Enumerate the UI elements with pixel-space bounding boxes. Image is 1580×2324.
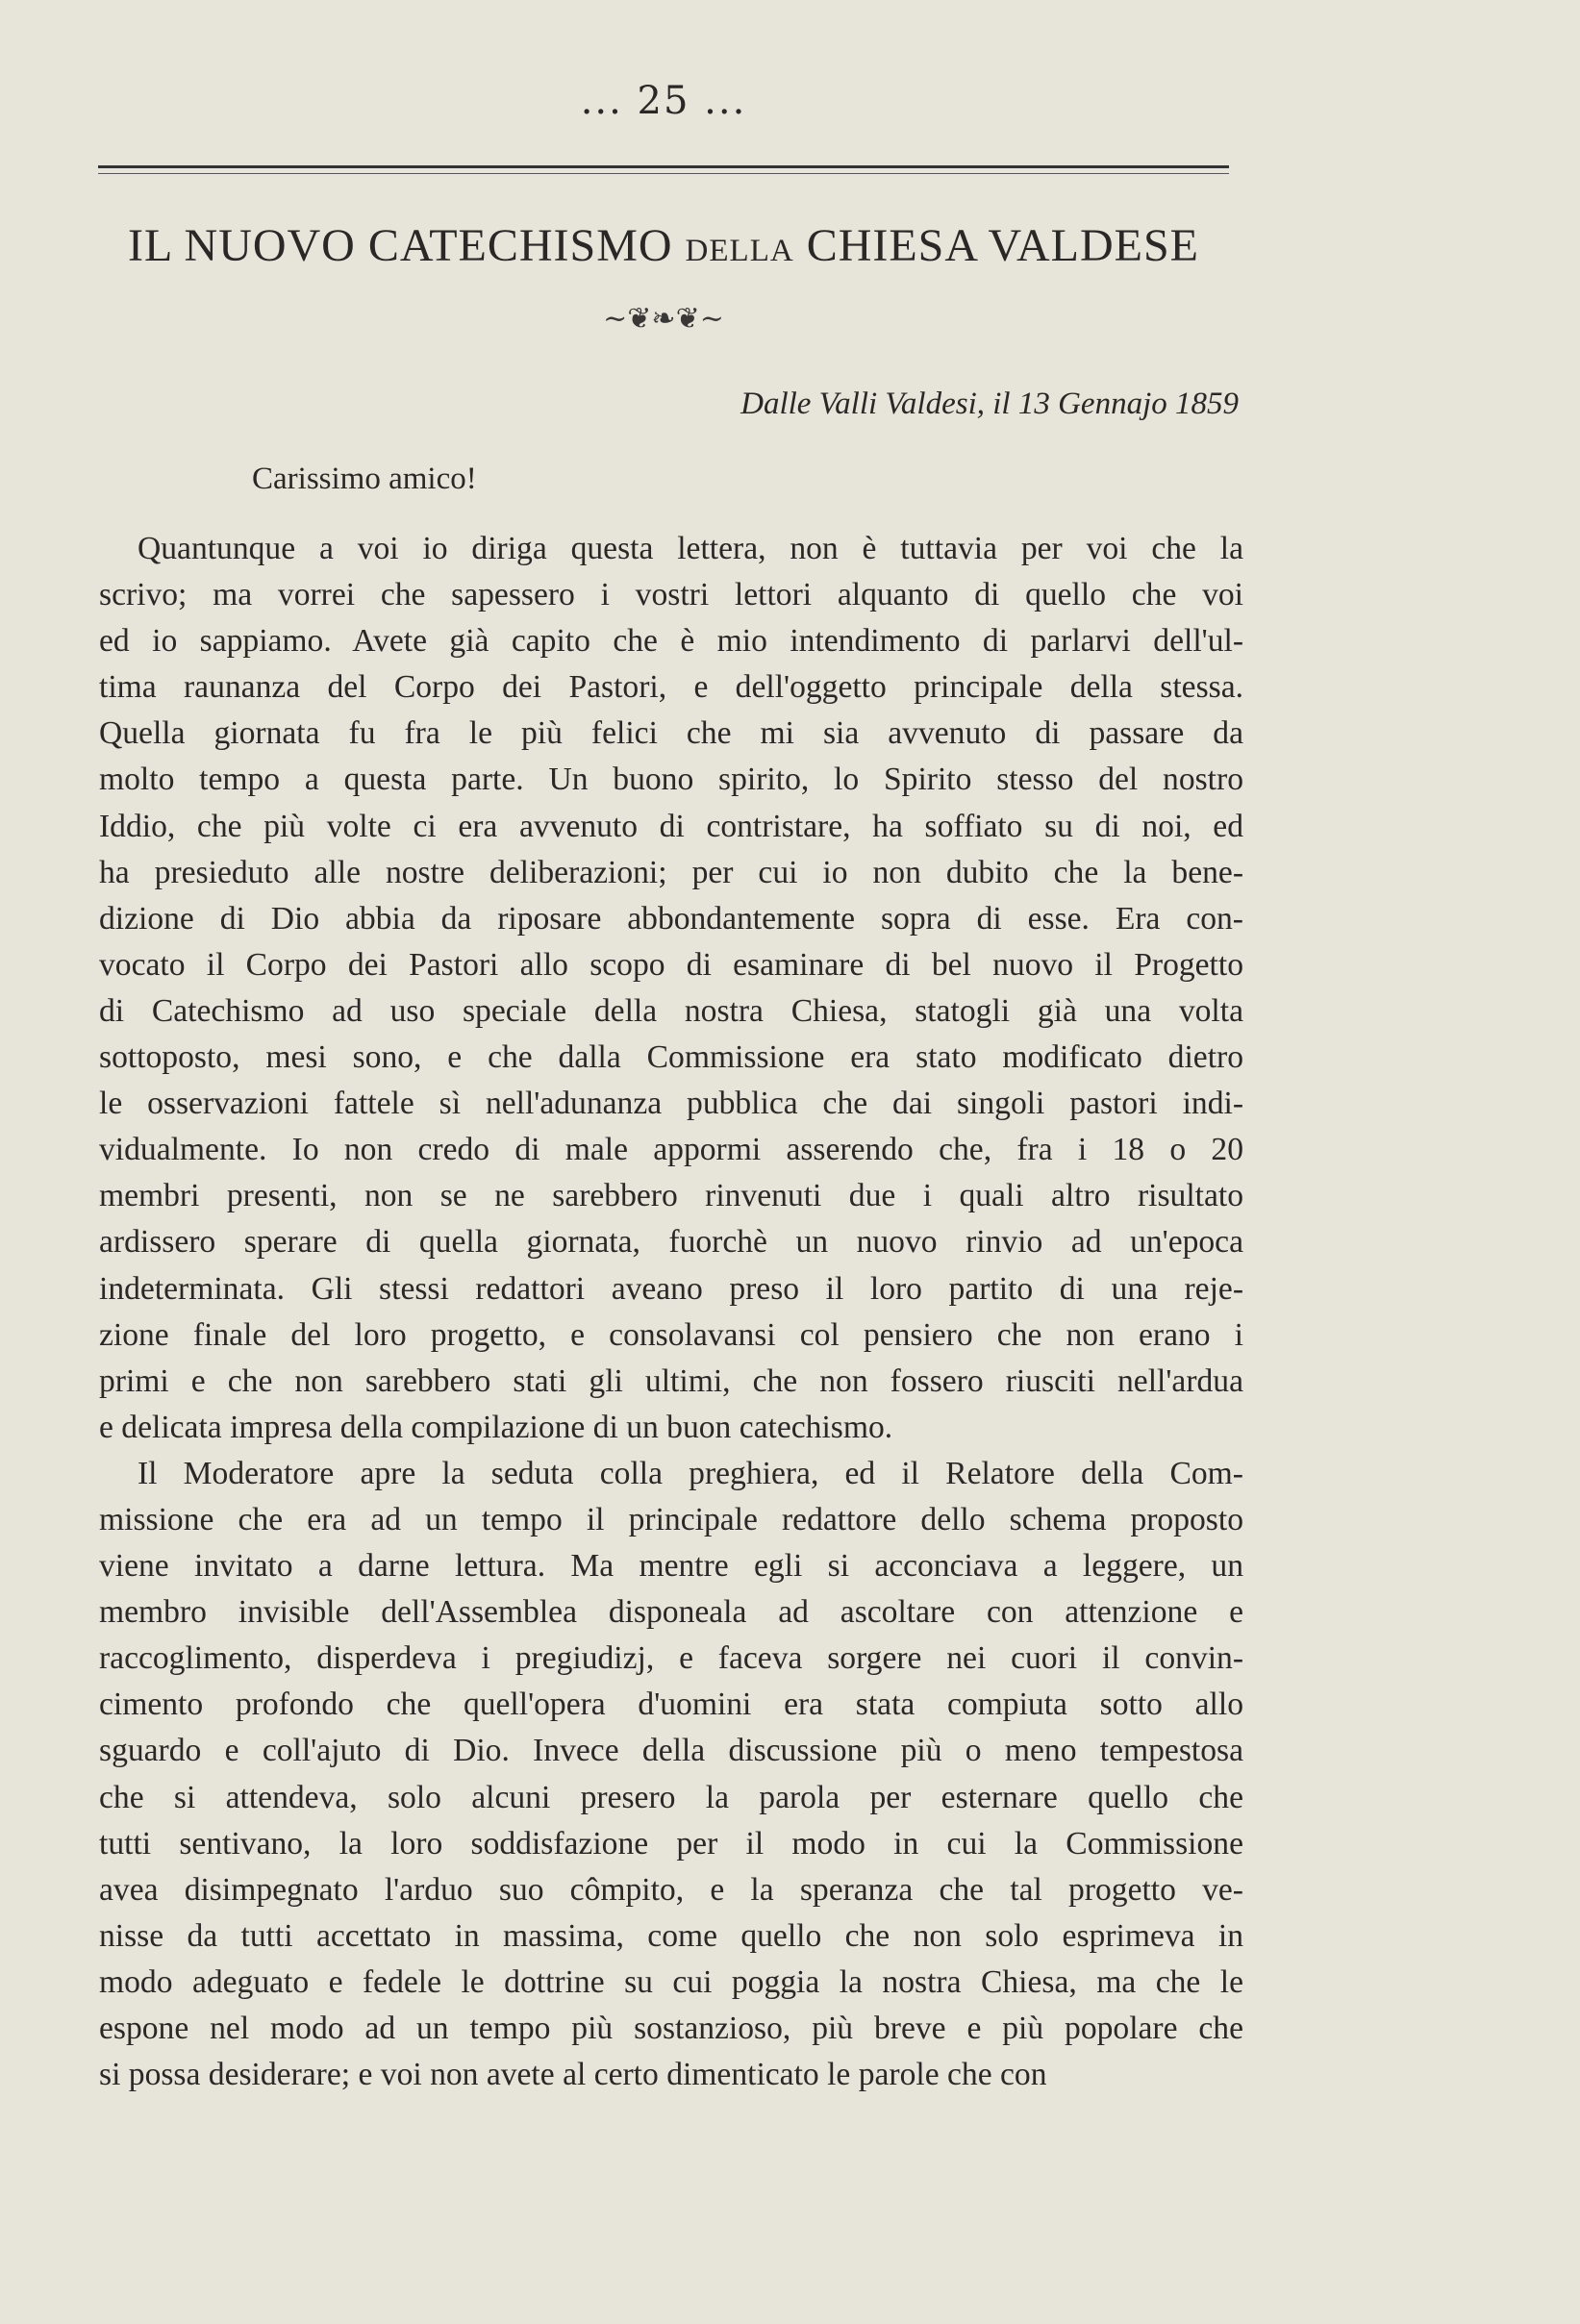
- text-line: missione che era ad un tempo il principale redattore dello schema proposto: [99, 1501, 1243, 1537]
- text-line: avea disimpegnato l'arduo suo cômpito, e la speranza che tal progetto ve-: [99, 1871, 1243, 1908]
- text-line: scrivo; ma vorrei che sapessero i vostri lettori alquanto di quello che voi: [99, 577, 1243, 613]
- text-line: viene invitato a darne lettura. Ma mentre egli si acconciava a leggere, un: [99, 1548, 1243, 1585]
- text-line: membro invisible dell'Assemblea disponeala ad ascoltare con attenzione e: [99, 1594, 1243, 1631]
- article-title: [0, 219, 1327, 272]
- text-line: sottoposto, mesi sono, e che dalla Commissione era stato modificato dietro: [99, 1039, 1243, 1076]
- text-line: dizione di Dio abbia da riposare abbondantemente sopra di esse. Era con-: [99, 900, 1243, 937]
- text-line: vocato il Corpo dei Pastori allo scopo di esaminare di bel nuovo il Progetto: [99, 946, 1243, 983]
- text-line: le osservazioni fattele sì nell'adunanza pubblica che dai singoli pastori indi-: [99, 1086, 1243, 1122]
- text-line: raccoglimento, disperdeva i pregiudizj, e faceva sorgere nei cuori il convin-: [99, 1640, 1243, 1677]
- header-rule-thin: [98, 173, 1229, 174]
- text-line: cimento profondo che quell'opera d'uomini era stata compiuta sotto allo: [99, 1687, 1243, 1723]
- title-part-2: CHIESA VALDESE: [793, 220, 1199, 271]
- text-line: nisse da tutti accettato in massima, come quello che non solo esprimeva in: [99, 1917, 1243, 1954]
- text-line: di Catechismo ad uso speciale della nostra Chiesa, statogli già una volta: [99, 992, 1243, 1029]
- text-line: zione finale del loro progetto, e consolavansi col pensiero che non erano i: [99, 1316, 1243, 1353]
- text-line: tutti sentivano, la loro soddisfazione per il modo in cui la Commissione: [99, 1825, 1243, 1862]
- text-line: modo adeguato e fedele le dottrine su cui poggia la nostra Chiesa, ma che le: [99, 1963, 1243, 2000]
- text-line: tima raunanza del Corpo dei Pastori, e dell'oggetto principale della stessa.: [99, 669, 1243, 706]
- ornament-flourish: ~❦❧❦~: [603, 302, 724, 336]
- text-line: vidualmente. Io non credo di male appormi asserendo che, fra i 18 o 20: [99, 1132, 1243, 1168]
- text-line: Iddio, che più volte ci era avvenuto di contristare, ha soffiato su di noi, ed: [99, 808, 1243, 844]
- dateline: Dalle Valli Valdesi, il 13 Gennajo 1859: [740, 387, 1239, 421]
- text-line: membri presenti, non se ne sarebbero rinvenuti due i quali altro risultato: [99, 1178, 1243, 1214]
- text-line: Quantunque a voi io diriga questa lettera, non è tuttavia per voi che la: [138, 531, 1243, 566]
- text-line: indeterminata. Gli stessi redattori aveano preso il loro partito di una reje-: [99, 1270, 1243, 1307]
- text-line: ha presieduto alle nostre deliberazioni; per cui io non dubito che la bene-: [99, 854, 1243, 890]
- text-line: primi e che non sarebbero stati gli ultimi, che non fossero riusciti nell'ardua: [99, 1362, 1243, 1399]
- text-line: ed io sappiamo. Avete già capito che è mio intendimento di parlarvi dell'ul-: [99, 623, 1243, 660]
- header-rule: [98, 165, 1229, 168]
- text-line: molto tempo a questa parte. Un buono spirito, lo Spirito stesso del nostro: [99, 762, 1243, 798]
- text-line: e delicata impresa della compilazione di un buon catechismo.: [99, 1409, 893, 1445]
- text-line: che si attendeva, solo alcuni presero la parola per esternare quello che: [99, 1779, 1243, 1815]
- page-number: ... 25 ...: [580, 79, 747, 123]
- text-line: espone nel modo ad un tempo più sostanzioso, più breve e più popolare che: [99, 2011, 1243, 2046]
- text-line: Il Moderatore apre la seduta colla preghiera, ed il Relatore della Com-: [138, 1455, 1243, 1491]
- salutation: Carissimo amico!: [252, 462, 477, 496]
- title-small-caps: DELLA: [685, 234, 794, 268]
- text-line: Quella giornata fu fra le più felici che mi sia avvenuto di passare da: [99, 715, 1243, 752]
- text-line: si possa desiderare; e voi non avete al certo dimenticato le parole che con: [99, 2057, 1047, 2093]
- title-part-1: IL NUOVO CATECHISMO: [128, 220, 686, 271]
- text-line: ardissero sperare di quella giornata, fuorchè un nuovo rinvio ad un'epoca: [99, 1224, 1243, 1261]
- text-line: sguardo e coll'ajuto di Dio. Invece della discussione più o meno tempestosa: [99, 1733, 1243, 1769]
- body-text: [99, 526, 1243, 2098]
